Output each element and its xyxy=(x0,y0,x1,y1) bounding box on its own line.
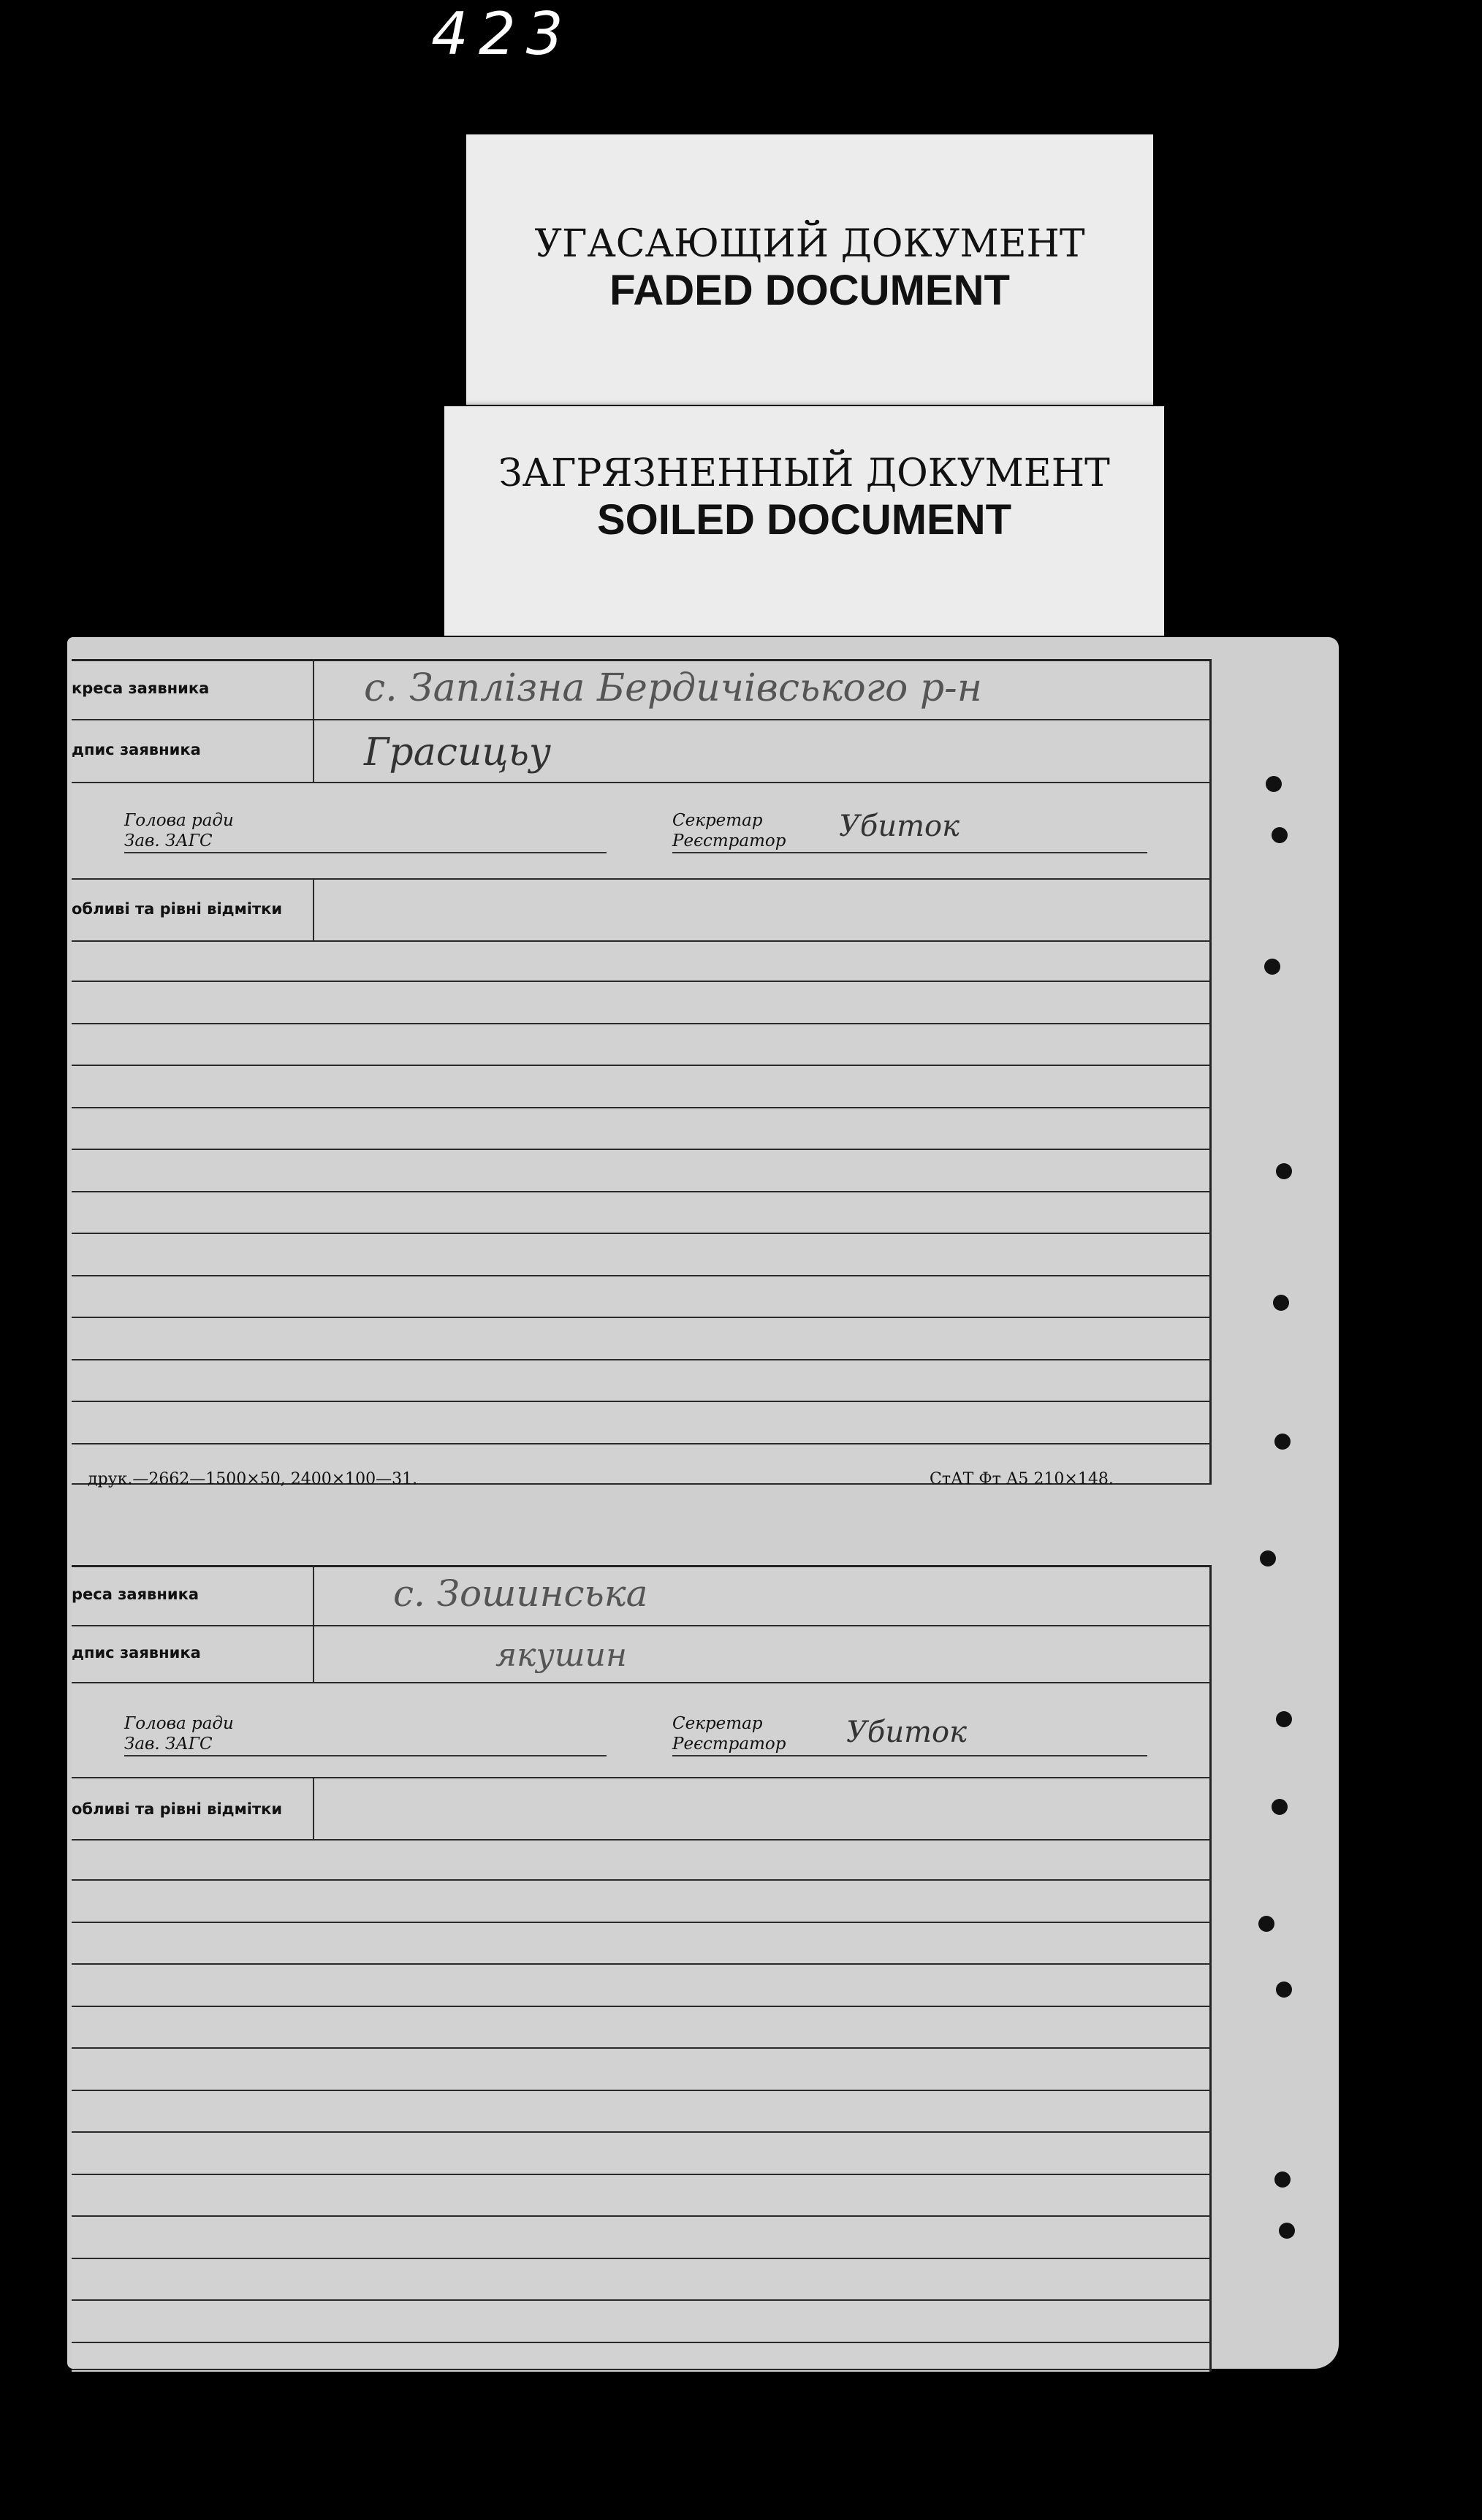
stat-form-info: СтАТ Фт А5 210×148. xyxy=(930,1470,1114,1488)
binding-hole xyxy=(1276,1982,1292,1998)
council-head-label: Голова ради xyxy=(124,1714,234,1733)
zags-head-label: Зав. ЗАГС xyxy=(124,1735,213,1754)
binding-hole xyxy=(1258,1916,1274,1932)
faded-document-stamp xyxy=(466,134,1153,405)
notes-label: обливі та рівні відмітки xyxy=(72,900,283,918)
faded-stamp-en: FADED DOCUMENT xyxy=(609,267,1010,314)
faded-stamp-ru: УГАСАЮЩИЙ ДОКУМЕНТ xyxy=(534,222,1085,266)
binding-hole xyxy=(1274,2171,1291,2188)
secretary-label: Секретар xyxy=(672,811,763,830)
signature-label: дпис заявника xyxy=(72,1644,201,1661)
secretary-signature: Убиток xyxy=(846,1716,967,1749)
address-label: реса заявника xyxy=(72,1586,199,1603)
notes-label: обливі та рівні відмітки xyxy=(72,1800,283,1818)
soiled-document-stamp xyxy=(444,406,1164,636)
binding-hole xyxy=(1276,1711,1292,1727)
address-handwriting: с. Заплізна Бердичівського р-н xyxy=(364,666,982,710)
binding-hole xyxy=(1264,959,1280,975)
binding-hole xyxy=(1279,2223,1295,2239)
binding-hole xyxy=(1260,1550,1276,1567)
secretary-label: Секретар xyxy=(672,1714,763,1733)
binding-hole xyxy=(1273,1295,1289,1311)
binding-hole xyxy=(1272,1799,1288,1815)
secretary-signature: Убиток xyxy=(839,810,960,843)
binding-hole xyxy=(1274,1434,1291,1450)
soiled-stamp-en: SOILED DOCUMENT xyxy=(596,496,1012,544)
registrar-label: Реєстратор xyxy=(672,831,786,850)
soiled-stamp-ru: ЗАГРЯЗНЕННЫЙ ДОКУМЕНТ xyxy=(498,452,1110,495)
binding-hole xyxy=(1276,1163,1292,1179)
address-handwriting: с. Зошинська xyxy=(393,1572,648,1615)
archive-page-number: 423 xyxy=(431,0,574,68)
signature-handwriting: Грасицьу xyxy=(364,731,552,774)
binding-hole xyxy=(1272,827,1288,843)
address-label: кресa заявника xyxy=(72,680,210,697)
zags-head-label: Зав. ЗАГС xyxy=(124,831,213,850)
record-form-bottom xyxy=(72,1565,1212,2372)
signature-label: дпис заявника xyxy=(72,741,201,758)
signature-handwriting: якушин xyxy=(495,1637,627,1674)
record-form-top xyxy=(72,659,1212,1485)
binding-hole xyxy=(1266,776,1282,792)
council-head-label: Голова ради xyxy=(124,811,234,830)
print-info: друк.—2662—1500×50, 2400×100—31. xyxy=(88,1470,418,1488)
register-page xyxy=(67,637,1339,2369)
registrar-label: Реєстратор xyxy=(672,1735,786,1754)
